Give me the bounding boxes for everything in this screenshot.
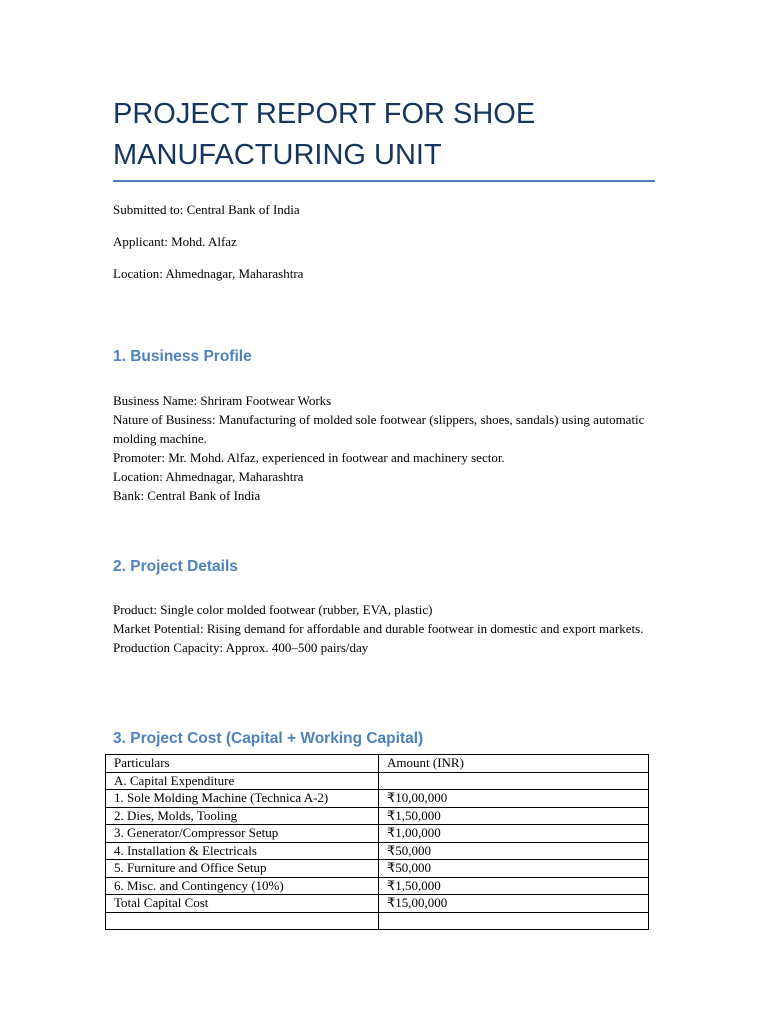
title-divider bbox=[113, 180, 655, 182]
promoter: Promoter: Mr. Mohd. Alfaz, experienced in footwear and machinery sector. bbox=[113, 450, 505, 465]
bank: Bank: Central Bank of India bbox=[113, 488, 261, 503]
cell-particulars: A. Capital Expenditure bbox=[106, 772, 379, 790]
table-row bbox=[106, 807, 649, 825]
table-row bbox=[106, 825, 649, 843]
table-header-row bbox=[106, 755, 649, 773]
nature-of-business: Nature of Business: Manufacturing of molded sole footwear (slippers, shoes, sandals) using automatic molding machine. bbox=[113, 412, 645, 446]
table-row bbox=[106, 790, 649, 808]
cell-particulars: 5. Furniture and Office Setup bbox=[106, 860, 379, 878]
section-heading-project-details: 2. Project Details bbox=[113, 558, 238, 575]
cell-amount bbox=[379, 772, 649, 790]
business-profile-body bbox=[113, 391, 658, 505]
cell-amount: ₹10,00,000 bbox=[379, 790, 649, 808]
production-capacity: Production Capacity: Approx. 400–500 pairs/day bbox=[113, 640, 369, 655]
location: Location: Ahmednagar, Maharashtra bbox=[113, 266, 304, 281]
cell-particulars: 4. Installation & Electricals bbox=[106, 842, 379, 860]
section-heading-business-profile: 1. Business Profile bbox=[113, 348, 252, 365]
cell-particulars: 3. Generator/Compressor Setup bbox=[106, 825, 379, 843]
section-heading-project-cost: 3. Project Cost (Capital + Working Capital) bbox=[113, 730, 424, 747]
applicant: Applicant: Mohd. Alfaz bbox=[113, 234, 237, 249]
table-row bbox=[106, 842, 649, 860]
cell-amount: ₹1,50,000 bbox=[379, 877, 649, 895]
cell-amount bbox=[379, 912, 649, 930]
cell-amount: ₹50,000 bbox=[379, 860, 649, 878]
document-title: PROJECT REPORT FOR SHOE MANUFACTURING UNIT bbox=[113, 98, 536, 171]
cell-particulars: 1. Sole Molding Machine (Technica A-2) bbox=[106, 790, 379, 808]
column-header-particulars: Particulars bbox=[106, 755, 379, 773]
business-name: Business Name: Shriram Footwear Works bbox=[113, 393, 332, 408]
cell-amount: ₹15,00,000 bbox=[379, 895, 649, 913]
cell-particulars: Total Capital Cost bbox=[106, 895, 379, 913]
table-row bbox=[106, 772, 649, 790]
cell-particulars: 6. Misc. and Contingency (10%) bbox=[106, 877, 379, 895]
table-row bbox=[106, 877, 649, 895]
cell-particulars bbox=[106, 912, 379, 930]
market-potential: Market Potential: Rising demand for affordable and durable footwear in domestic and export markets. bbox=[113, 621, 644, 636]
cell-amount: ₹50,000 bbox=[379, 842, 649, 860]
table-row-total bbox=[106, 895, 649, 913]
cell-particulars: 2. Dies, Molds, Tooling bbox=[106, 807, 379, 825]
submitted-to: Submitted to: Central Bank of India bbox=[113, 202, 300, 217]
project-details-body bbox=[113, 600, 658, 657]
table-row-empty bbox=[106, 912, 649, 930]
cell-amount: ₹1,50,000 bbox=[379, 807, 649, 825]
table-row bbox=[106, 860, 649, 878]
product: Product: Single color molded footwear (rubber, EVA, plastic) bbox=[113, 602, 433, 617]
cell-amount: ₹1,00,000 bbox=[379, 825, 649, 843]
business-location: Location: Ahmednagar, Maharashtra bbox=[113, 469, 304, 484]
project-cost-table bbox=[105, 754, 649, 930]
column-header-amount: Amount (INR) bbox=[379, 755, 649, 773]
